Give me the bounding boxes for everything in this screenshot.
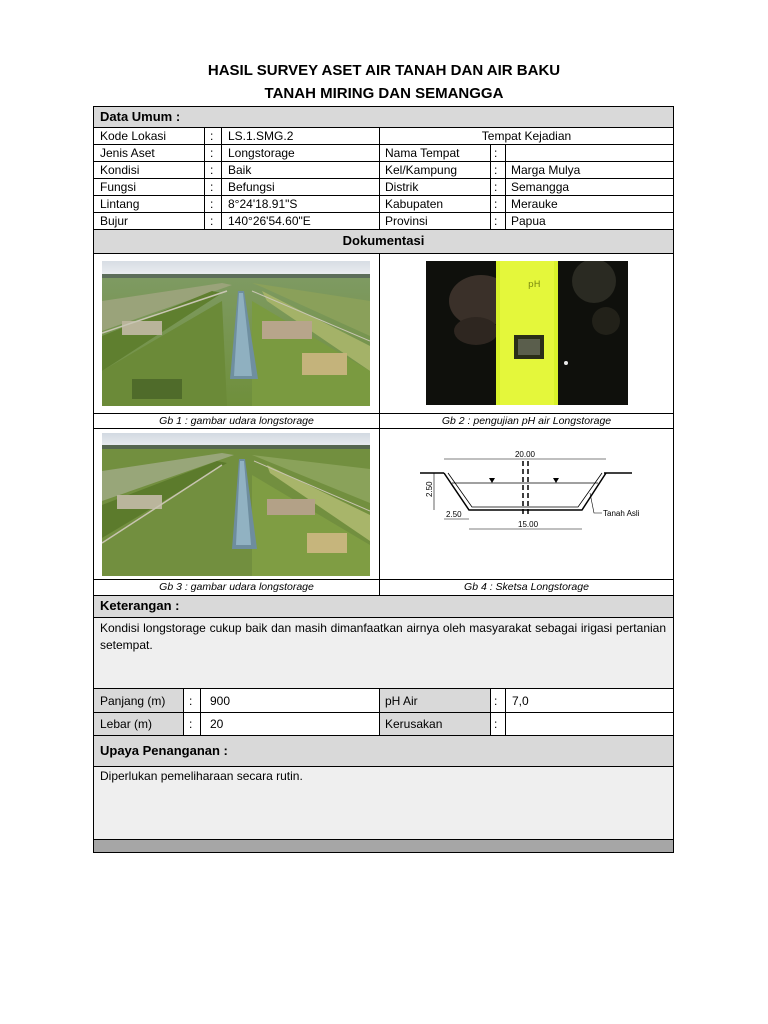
survey-sheet [93,106,674,853]
longstorage-sketch [414,451,644,557]
label-ph-air: pH Air [385,694,418,708]
value-fungsi: Befungsi [228,180,275,194]
caption-gb2: Gb 2 : pengujian pH air Longstorage [441,415,612,427]
sketch-bottom-width: 15.00 [518,520,539,529]
sketch-slope: 2.50 [446,510,462,519]
colon: : [494,197,498,211]
data-umum-header-bg [94,107,673,127]
value-distrik: Semangga [511,180,570,194]
sketch-label-tanah-asli: Tanah Asli [603,509,640,518]
label-lebar: Lebar (m) [100,717,153,731]
value-ph-air: 7,0 [512,694,529,708]
value-bujur: 140°26'54.60"E [228,214,311,228]
value-panjang: 900 [210,694,231,708]
colon: : [189,694,193,708]
value-lintang: 8°24'18.91"S [228,197,298,211]
label-provinsi: Provinsi [385,214,428,228]
keterangan-text: Kondisi longstorage cukup baik dan masih dimanfaatkan airnya oleh masyarakat sebagai irigasi pertanian setempat. [100,621,666,652]
doc-title-line1: HASIL SURVEY ASET AIR TANAH DAN AIR BAKU [207,62,561,79]
sketch-top-width: 20.00 [514,451,536,459]
dokumentasi-header: Dokumentasi [342,233,425,248]
colon: : [210,146,214,160]
label-kondisi: Kondisi [100,163,140,177]
value-jenis-aset: Longstorage [228,146,295,160]
colon: : [189,717,193,731]
label-distrik: Distrik [385,180,419,194]
label-kerusakan: Kerusakan [385,717,443,731]
keterangan-header-bg [94,596,673,617]
colon: : [494,694,498,708]
colon: : [210,197,214,211]
colon: : [210,214,214,228]
colon: : [494,180,498,194]
keterangan-header: Keterangan : [100,598,180,613]
doc-title-line2: TANAH MIRING DAN SEMANGGA [264,85,504,102]
value-kabupaten: Merauke [511,197,558,211]
footer-bar [94,840,673,852]
label-kel-kampung: Kel/Kampung [385,163,458,177]
colon: : [210,163,214,177]
label-bujur: Bujur [100,214,129,228]
sketch-depth: 2.50 [425,481,434,497]
value-kode-lokasi: LS.1.SMG.2 [228,129,294,143]
upaya-header: Upaya Penanganan : [100,743,228,758]
colon: : [494,214,498,228]
value-lebar: 20 [210,717,224,731]
label-lintang: Lintang [100,197,140,211]
value-kel-kampung: Marga Mulya [511,163,581,177]
aerial-photo-2 [102,433,370,576]
ph-strip-text: pH [528,280,541,290]
caption-gb4: Gb 4 : Sketsa Longstorage [464,581,589,593]
colon: : [494,717,498,731]
colon: : [494,146,498,160]
upaya-text: Diperlukan pemeliharaan secara rutin. [100,769,303,783]
aerial-photo-1 [102,261,370,406]
value-kondisi: Baik [228,163,252,177]
label-kode-lokasi: Kode Lokasi [100,129,167,143]
colon: : [210,180,214,194]
data-umum-header: Data Umum : [100,109,181,124]
caption-gb3: Gb 3 : gambar udara longstorage [159,581,314,593]
value-provinsi: Papua [511,214,546,228]
colon: : [494,163,498,177]
label-fungsi: Fungsi [100,180,137,194]
tempat-kejadian-heading: Tempat Kejadian [481,129,572,143]
label-panjang: Panjang (m) [100,694,166,708]
label-kabupaten: Kabupaten [385,197,444,211]
ph-test-photo [426,261,628,405]
label-jenis-aset: Jenis Aset [100,146,155,160]
caption-gb1: Gb 1 : gambar udara longstorage [159,415,314,427]
colon: : [210,129,214,143]
label-nama-tempat: Nama Tempat [385,146,460,160]
